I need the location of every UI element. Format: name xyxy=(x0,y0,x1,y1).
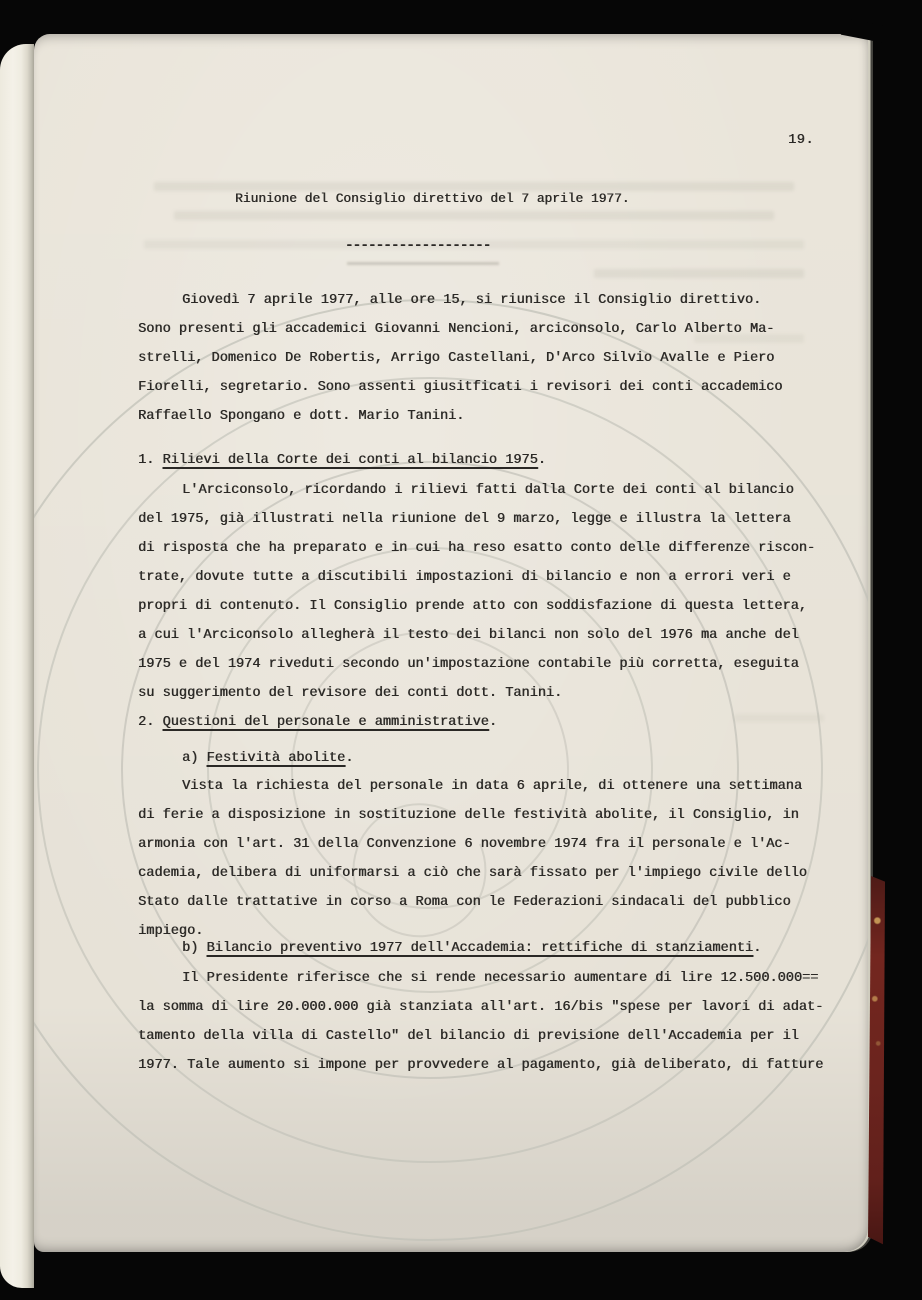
section-number: 2. xyxy=(138,715,155,730)
text-line: Raffaello Spongano e dott. Mario Tanini. xyxy=(138,409,465,424)
text-line: Il Presidente riferisce che si rende necessario aumentare di lire 12.500.000== xyxy=(182,971,819,986)
text-line: tamento della villa di Castello" del bilancio di previsione dell'Accademia per il xyxy=(138,1029,799,1044)
section-title: Questioni del personale e amministrative xyxy=(162,715,489,730)
bleedthrough-ghost xyxy=(734,714,824,722)
text-line: armonia con l'art. 31 della Convenzione 6 novembre 1974 fra il personale e l'Ac- xyxy=(138,837,791,852)
period: . xyxy=(488,715,497,730)
typed-divider: ------------------- xyxy=(345,239,491,254)
section-1-heading xyxy=(138,446,546,475)
page-number: 19. xyxy=(788,133,814,148)
paragraph-intro xyxy=(138,286,838,431)
section-number: 1. xyxy=(138,453,155,468)
document-page xyxy=(34,34,868,1252)
text-line: la somma di lire 20.000.000 già stanziata all'art. 16/bis "spese per lavori di adat- xyxy=(138,1000,824,1015)
typed-divider-ghost xyxy=(347,262,499,265)
paragraph-item-b xyxy=(138,964,838,1080)
text-line: Stato dalle trattative in corso a Roma con le Federazioni sindacali del pubblico xyxy=(138,895,791,910)
item-b-heading xyxy=(182,934,761,963)
text-line: trate, dovute tutte a discutibili impostazioni di bilancio e non a errori veri e xyxy=(138,570,791,585)
page-stack-edge xyxy=(0,44,34,1288)
text-line: Sono presenti gli accademici Giovanni Nencioni, arciconsolo, Carlo Alberto Ma- xyxy=(138,322,775,337)
text-line: 1975 e del 1974 riveduti secondo un'impostazione contabile più corretta, eseguita xyxy=(138,657,799,672)
text-line: cademia, delibera di uniformarsi a ciò che sarà fissato per l'impiego civile dello xyxy=(138,866,807,881)
item-title: Festività abolite xyxy=(206,751,346,766)
text-line: di ferie a disposizione in sostituzione delle festività abolite, il Consiglio, in xyxy=(138,808,799,823)
document-title: Riunione del Consiglio direttivo del 7 aprile 1977. xyxy=(235,191,630,206)
text-line: Fiorelli, segretario. Sono assenti giusitficati i revisori dei conti accademico xyxy=(138,380,783,395)
text-line: Giovedì 7 aprile 1977, alle ore 15, si riunisce il Consiglio direttivo. xyxy=(182,293,762,308)
text-line: su suggerimento del revisore dei conti dott. Tanini. xyxy=(138,686,563,701)
text-line: di risposta che ha preparato e in cui ha reso esatto conto delle differenze riscon- xyxy=(138,541,816,556)
period: . xyxy=(345,751,354,766)
text-line: L'Arciconsolo, ricordando i rilievi fatti dalla Corte dei conti al bilancio xyxy=(182,483,794,498)
paragraph-item-a xyxy=(138,772,838,946)
text-line: 1977. Tale aumento si impone per provvedere al pagamento, già deliberato, di fatture xyxy=(138,1058,824,1073)
item-label: a) xyxy=(182,751,199,766)
item-a-heading xyxy=(182,744,353,773)
text-line: del 1975, già illustrati nella riunione del 9 marzo, legge e illustra la lettera xyxy=(138,512,791,527)
paragraph-section-1 xyxy=(138,476,838,708)
text-line: impiego. xyxy=(138,924,204,939)
section-title: Rilievi della Corte dei conti al bilancio 1975 xyxy=(162,453,538,468)
period: . xyxy=(537,453,546,468)
section-2-heading xyxy=(138,708,497,737)
text-line: propri di contenuto. Il Consiglio prende atto con soddisfazione di questa lettera, xyxy=(138,599,807,614)
text-line: a cui l'Arciconsolo allegherà il testo dei bilanci non solo del 1976 ma anche del xyxy=(138,628,799,643)
item-title: Bilancio preventivo 1977 dell'Accademia: rettifiche di stanziamenti xyxy=(206,941,754,956)
item-label: b) xyxy=(182,941,199,956)
bleedthrough-ghost xyxy=(594,269,804,278)
book-cover-edge xyxy=(868,876,885,1248)
period: . xyxy=(753,941,762,956)
text-line: Vista la richiesta del personale in data 6 aprile, di ottenere una settimana xyxy=(182,779,802,794)
text-line: strelli, Domenico De Robertis, Arrigo Castellani, D'Arco Silvio Avalle e Piero xyxy=(138,351,775,366)
